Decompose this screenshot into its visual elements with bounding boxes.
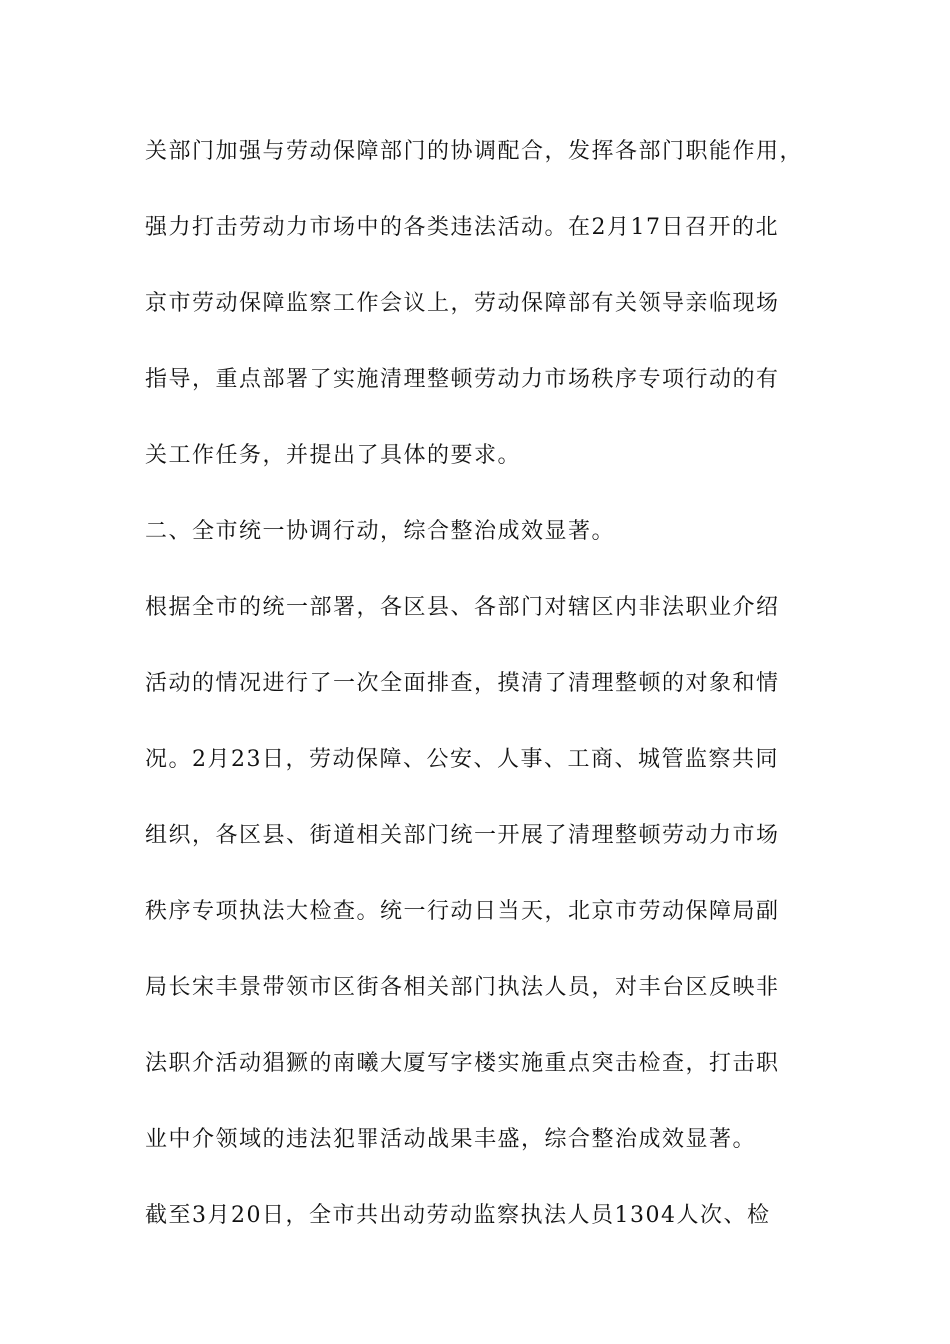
- text-line-3: 京市劳动保障监察工作会议上，劳动保障部有关领导亲临现场: [145, 291, 780, 316]
- text-line-4: 指导，重点部署了实施清理整顿劳动力市场秩序专项行动的有: [145, 367, 780, 392]
- text-line-13: 法职介活动猖獗的南曦大厦写字楼实施重点突击检查，打击职: [145, 1051, 780, 1076]
- text-line-8: 活动的情况进行了一次全面排查，摸清了清理整顿的对象和情: [145, 671, 780, 696]
- text-line-7: 根据全市的统一部署，各区县、各部门对辖区内非法职业介绍: [145, 595, 780, 620]
- text-line-1: 关部门加强与劳动保障部门的协调配合，发挥各部门职能作用，: [145, 139, 804, 164]
- text-line-10: 组织，各区县、街道相关部门统一开展了清理整顿劳动力市场: [145, 823, 780, 848]
- text-line-11: 秩序专项执法大检查。统一行动日当天，北京市劳动保障局副: [145, 899, 780, 924]
- text-line-9: 况。2月23日，劳动保障、公安、人事、工商、城管监察共同: [145, 747, 779, 772]
- text-line-12: 局长宋丰景带领市区街各相关部门执法人员，对丰台区反映非: [145, 975, 780, 1000]
- text-line-2: 强力打击劳动力市场中的各类违法活动。在2月17日召开的北: [145, 215, 779, 240]
- text-line-5: 关工作任务，并提出了具体的要求。: [145, 443, 522, 468]
- text-line-15: 截至3月20日，全市共出动劳动监察执法人员1304人次、检: [145, 1203, 771, 1228]
- text-line-14: 业中介领域的违法犯罪活动战果丰盛，综合整治成效显著。: [145, 1127, 757, 1152]
- section-heading: 二、全市统一协调行动，综合整治成效显著。: [145, 519, 616, 544]
- body-text: [145, 130, 815, 1270]
